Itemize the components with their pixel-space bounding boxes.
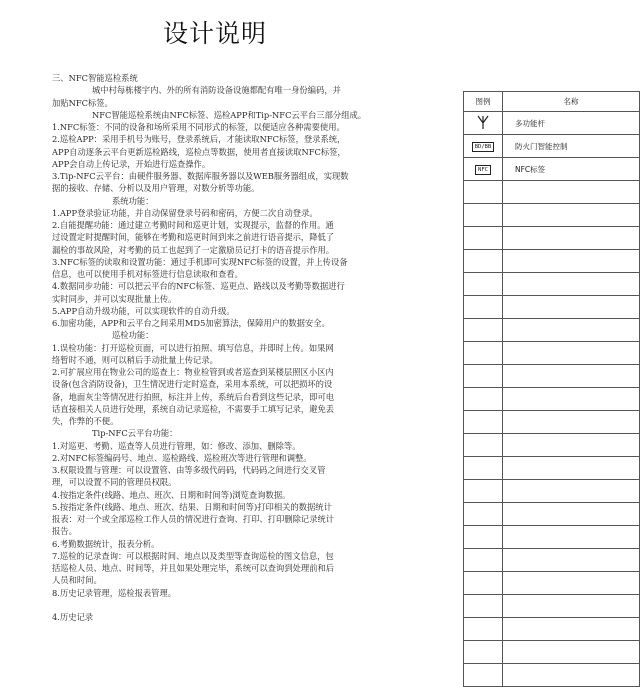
legend-symbol [464,618,503,641]
legend-name [503,273,640,296]
legend-symbol [464,204,503,227]
legend-symbol [464,273,503,296]
legend-symbol [464,296,503,319]
doc-line: 失，作弊的不便。 [52,416,119,426]
doc-line: 3.权限设置与管理：可以设置管、由等多级代码码，代码码之间进行交叉管 [52,465,326,475]
legend-empty-row [464,273,640,296]
doc-line [52,599,402,611]
legend-symbol [464,457,503,480]
legend-symbol [464,319,503,342]
legend-header-row [464,92,640,112]
legend-symbol [464,549,503,572]
legend-name [503,227,640,250]
legend-name [503,434,640,457]
legend-symbol [464,664,503,687]
symbol-box-icon: BD/BB [472,142,495,152]
legend-empty-row [464,204,640,227]
legend-symbol [464,135,503,158]
legend-name [503,296,640,319]
legend-name [503,503,640,526]
doc-line: 5.APP自动升级功能，可以实现软件的自动升级。 [52,305,235,316]
doc-line: 8.历史记录管理，巡检报表管理。 [52,587,177,598]
legend-symbol [464,388,503,411]
legend-row [464,158,640,181]
doc-line: 据的接收、存储、分析以及用户管理，对数分析等功能。 [52,183,260,194]
legend-name [503,664,640,687]
legend-empty-row [464,365,640,388]
legend-empty-row [464,342,640,365]
legend-name [503,365,640,388]
doc-line: 7.巡检的记录查询：可以根据时间、地点以及类型等查询巡检的图文信息，包 [52,550,334,561]
legend-empty-row [464,549,640,572]
doc-line: NFC智能巡检系统由NFC标签、巡检APP和Tip-NFC云平台三部分组成。 [92,109,367,120]
symbol-box-icon: NFC [475,165,491,175]
legend-name [503,388,640,411]
doc-line: 4.按指定条件(线路、地点、班次、日期和时间等)浏览查询数据。 [52,489,291,500]
doc-line: 2.自能提醒功能：通过建立考勤时间和巡更计划，实现提示，监督的作用。通 [52,220,334,230]
doc-line: 6.考勤数据统计，报表分析。 [52,538,160,549]
legend-symbol [464,595,503,618]
doc-line: 备，地面灰尘等情况进行拍照，标注并上传，系统后台看到这些记录，即可电 [52,391,335,402]
doc-line: 报告。 [52,526,77,537]
doc-line: 6.加密功能，APP和云平台之间采用MD5加密算法，保障用户的数据安全。 [52,318,330,328]
doc-line: 2.巡检APP：采用手机号为账号，登录系统后，才能读取NFC标签，登录系统， [52,134,346,145]
legend-empty-row [464,411,640,434]
doc-line: 1.对巡更、考勤、巡查等人员进行管理，如：修改、添加、删除等。 [52,440,301,451]
doc-line: Tip-NFC云平台功能： [92,428,178,439]
doc-line: 1.误检功能：打开巡检页面，可以进行拍照、填写信息，并即时上传。如果网 [52,342,334,353]
legend-row [464,112,640,135]
doc-line: 城中村每栋楼宇内、外的所有消防设备设施都配有唯一身份编码，并 [92,85,341,96]
legend-name: NFC标签 [503,158,640,181]
doc-line: 1.NFC标签：不同的设备和场所采用不同形式的标签，以便适应各种需要使用。 [52,122,345,132]
legend-header-symbol: 图例 [464,92,503,112]
legend-table [463,91,640,687]
legend-empty-row [464,457,640,480]
legend-symbol [464,227,503,250]
legend-row [464,135,640,158]
legend-name [503,342,640,365]
design-notes-body [52,72,402,623]
legend-name [503,641,640,664]
doc-line: 3.NFC标签的读取和设置功能：通过手机即可实现NFC标签的设置，并上传设备 [52,256,348,267]
legend-name: 多功能杆 [503,112,640,135]
doc-line: 理，可以设置不同的管理员权限。 [52,477,177,488]
legend-empty-row [464,595,640,618]
legend-symbol [464,365,503,388]
doc-line: 2.对NFC标签编码号、地点、巡检路线、巡检班次等进行管理和调整。 [52,452,312,463]
doc-line: 实时同步，并可以实现批量上传。 [52,293,177,304]
doc-line: 络暂时不通，则可以稍后手动批量上传记录。 [52,354,218,365]
legend-symbol [464,112,503,135]
legend-name: 防火门智能控制 [503,135,640,158]
legend-name [503,411,640,434]
antenna-icon [476,114,490,130]
legend-empty-row [464,526,640,549]
legend-empty-row [464,434,640,457]
doc-line: 巡检功能： [112,330,154,341]
doc-line: 过设置定时提醒时间，能够在考勤和巡更时间到来之前进行语音提示，降低了 [52,232,335,243]
legend-header-name: 名称 [503,92,640,112]
legend-name [503,549,640,572]
doc-line: 3.Tip-NFC云平台：由硬件服务器、数据库服务器以及WEB服务器组成，实现数 [52,171,349,181]
legend-empty-row [464,641,640,664]
legend-empty-row [464,503,640,526]
legend-name [503,618,640,641]
legend-empty-row [464,388,640,411]
legend-symbol [464,480,503,503]
legend-symbol [464,158,503,181]
page-title: 设计说明 [162,19,267,48]
legend-symbol [464,434,503,457]
legend-symbol [464,342,503,365]
doc-line: APP自动逐条云平台更新巡检路线，巡检点等数据，使用者直接读取NFC标签， [52,146,346,157]
legend-symbol [464,641,503,664]
legend-empty-row [464,227,640,250]
doc-line: 报表：对一个或全部巡检工作人员的情况进行查询、打印、打印删除记录统计 [52,514,335,524]
doc-line: 4.历史记录 [52,612,94,622]
legend-symbol [464,526,503,549]
legend-empty-row [464,250,640,273]
legend-name [503,181,640,204]
legend-name [503,526,640,549]
doc-line: 加贴NFC标签。 [52,97,113,108]
doc-line: 5.按指定条件(线路、地点、班次、结果、日期和时间等)打印相关的数据统计 [52,501,332,512]
legend-empty-row [464,296,640,319]
legend-name [503,480,640,503]
doc-line: 系统功能： [112,195,154,206]
legend-name [503,250,640,273]
legend-empty-row [464,664,640,687]
legend-symbol [464,572,503,595]
doc-line: 漏检的事故风险，对考勤的员工也起到了一定激励员记打卡的语音提示作用。 [52,244,335,255]
legend-name [503,319,640,342]
legend-symbol [464,411,503,434]
legend-empty-row [464,480,640,503]
doc-line: APP会自动上传记录，开始进行巡查操作。 [52,158,211,169]
doc-line: 括巡检人员、地点、时间等，并且如果处理完毕，系统可以查询到处理前和后 [52,563,335,573]
legend-empty-row [464,181,640,204]
doc-line: 4.数据同步功能：可以把云平台的NFC标签、巡更点、路线以及考勤等数据进行 [52,281,345,292]
legend-symbol [464,503,503,526]
legend-name [503,595,640,618]
doc-line: 话直接相关人员进行处理，系统自动记录巡检，不需要手工填写记录，避免丢 [52,403,335,414]
doc-line: 设备(包含消防设备)，卫生情况进行定时巡查，采用本系统，可以把损坏的设 [52,379,333,390]
doc-line: 信息，也可以使用手机对标签进行信息读取和查看。 [52,269,243,279]
doc-line: 2.可扩展应用在物业公司的巡查上：物业检管到或者巡查到某楼层照区小区内 [52,367,334,377]
legend-empty-row [464,618,640,641]
doc-line: 人员和时间。 [52,575,102,586]
legend-empty-row [464,572,640,595]
legend-symbol [464,250,503,273]
legend-name [503,572,640,595]
legend-empty-row [464,319,640,342]
legend-name [503,457,640,480]
legend-symbol [464,181,503,204]
legend-name [503,204,640,227]
doc-line: 1.APP登录验证功能，并自动保留登录号码和密码，方便二次自动登录。 [52,207,318,218]
doc-line: 三、NFC智能巡检系统 [52,73,138,83]
